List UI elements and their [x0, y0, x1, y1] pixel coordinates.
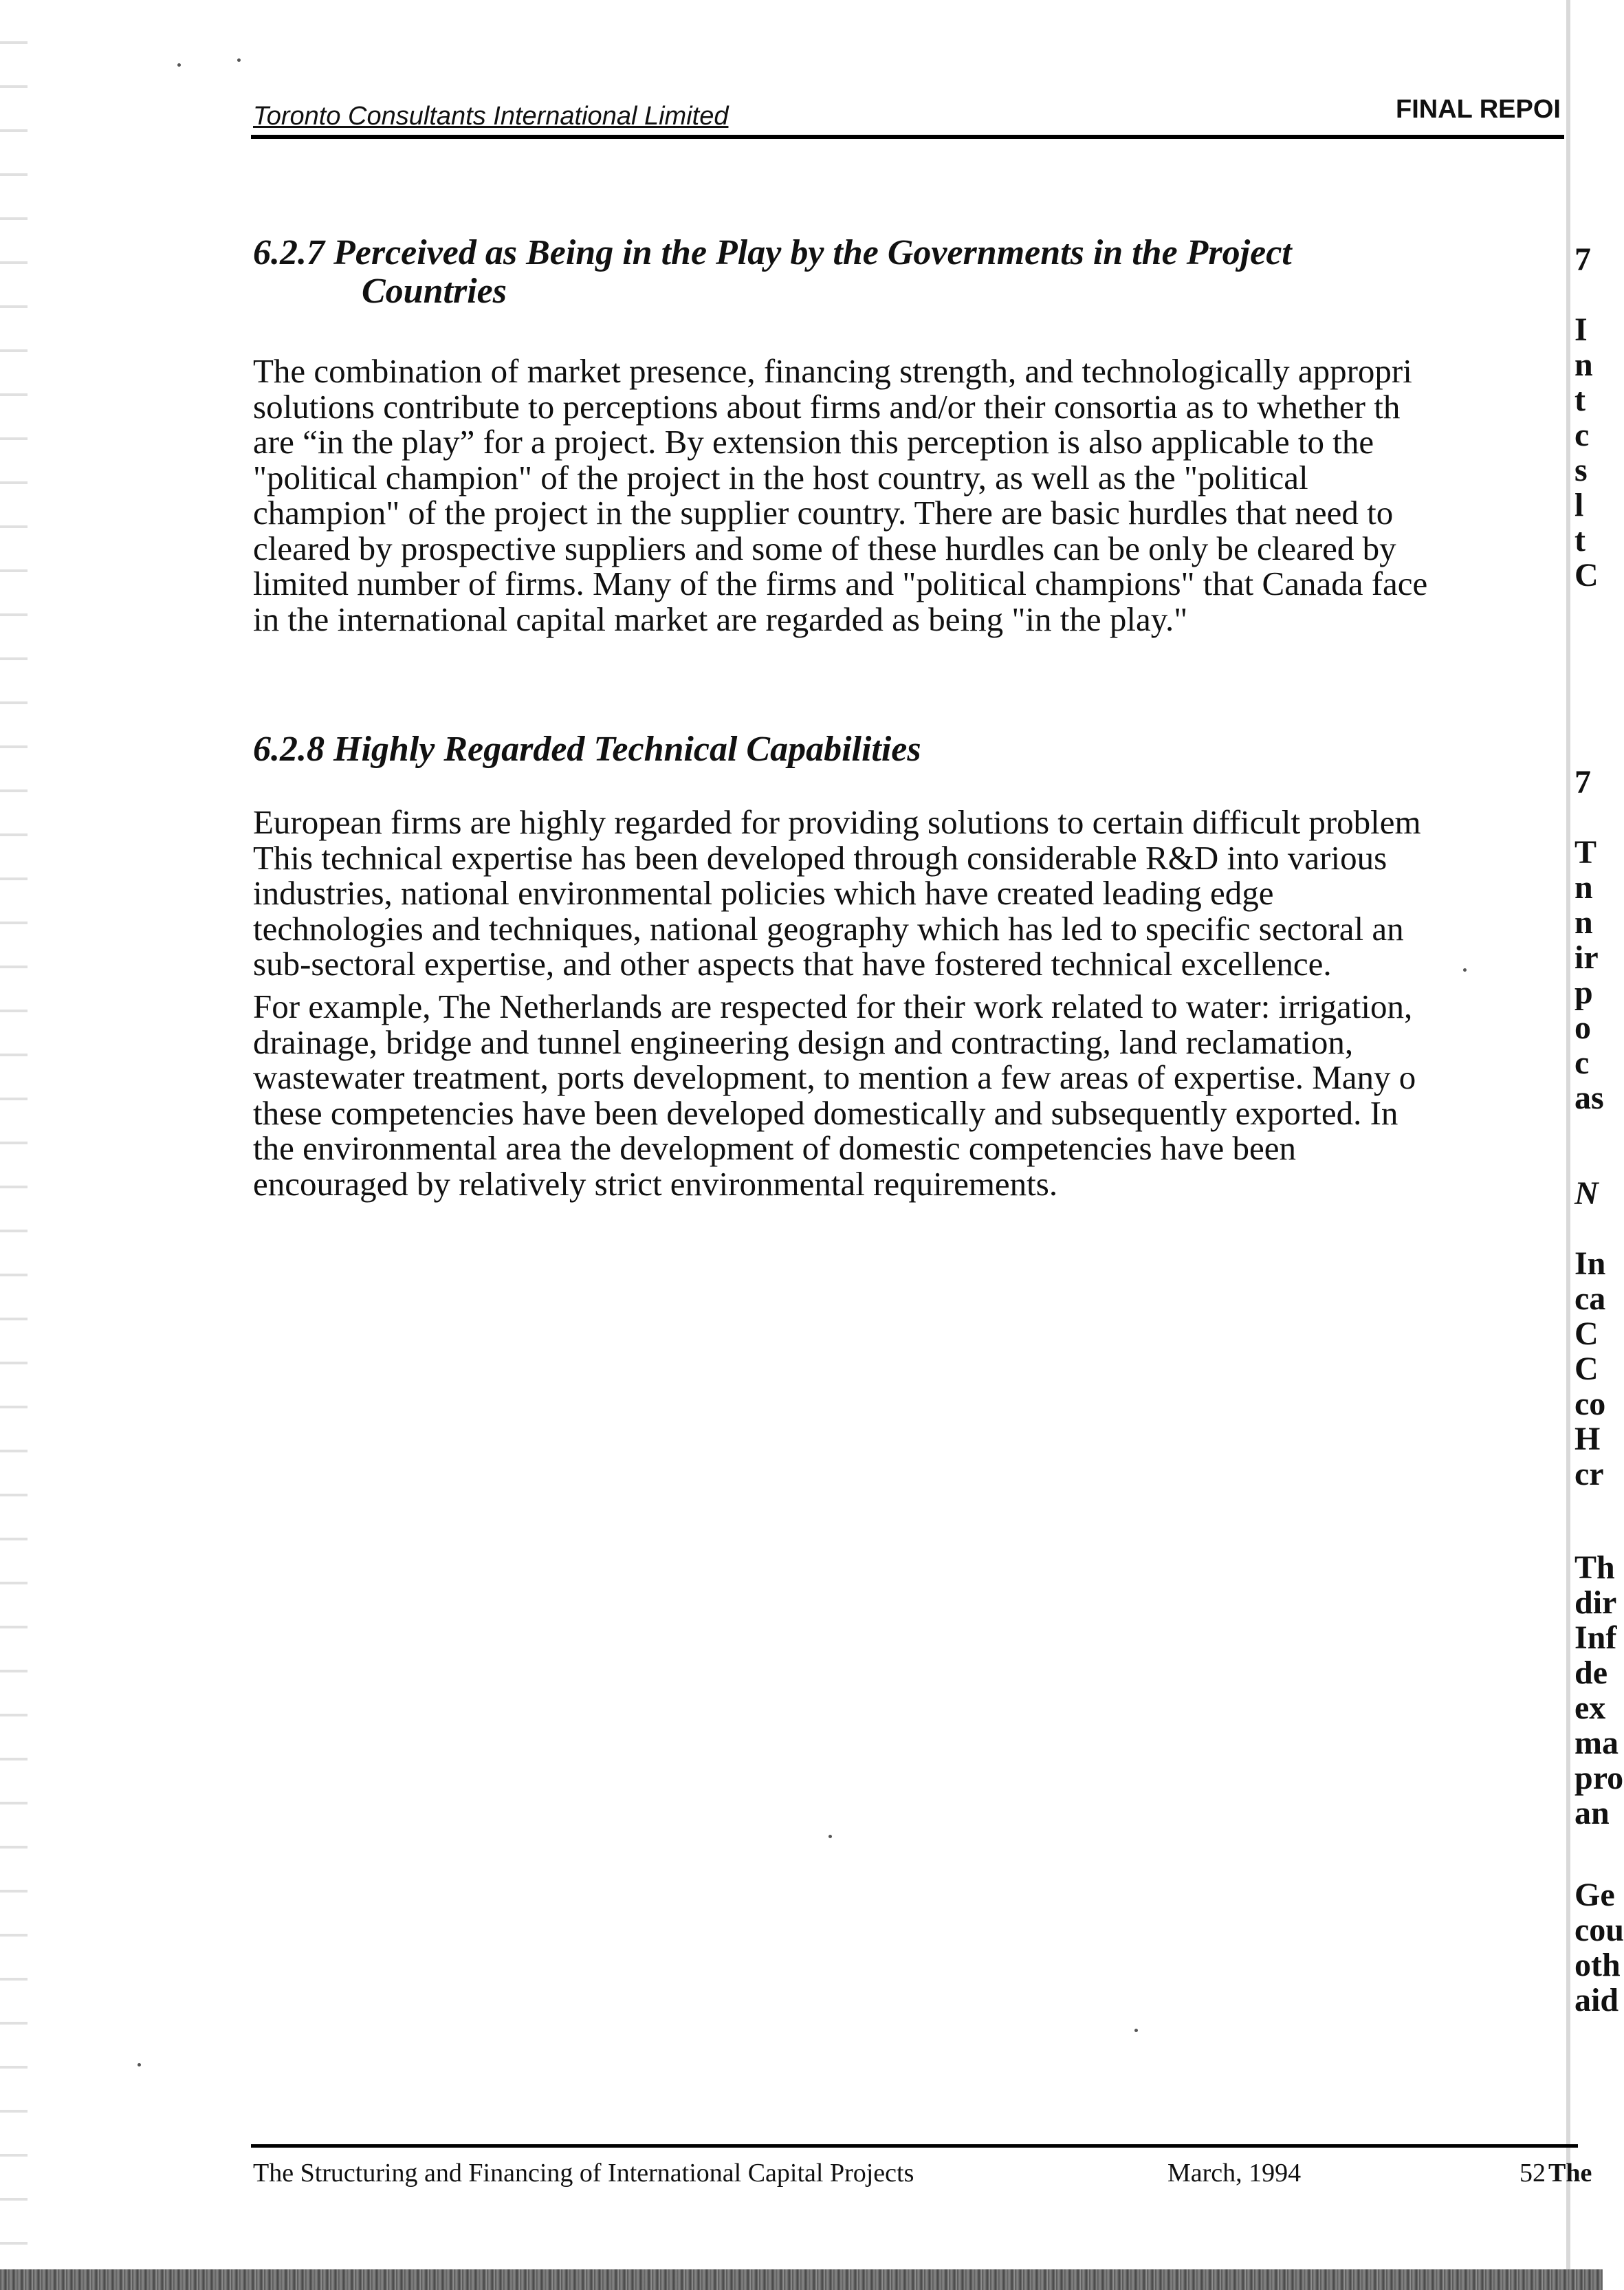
text-line: are “in the play” for a project. By extension this perception is also applicable to the — [253, 423, 1374, 461]
fragment-line: t — [1574, 382, 1585, 418]
fragment-line: cr — [1574, 1456, 1604, 1492]
text-line: the environmental area the development of domestic competencies have been — [253, 1129, 1297, 1167]
facing-page-fragment-5 — [1574, 1877, 1624, 2018]
fragment-line: T — [1574, 834, 1597, 871]
fragment-line: c — [1574, 1045, 1590, 1081]
fragment-line: ex — [1574, 1690, 1606, 1726]
heading-line: Countries — [362, 272, 507, 311]
text-line: European firms are highly regarded for providing solutions to certain difficult problem — [253, 803, 1421, 841]
heading-line: 6.2.8 Highly Regarded Technical Capabilities — [253, 730, 921, 769]
fragment-line: co — [1574, 1386, 1606, 1422]
text-line: wastewater treatment, ports development, to mention a few areas of expertise. Many o — [253, 1058, 1416, 1096]
fragment-line: l — [1574, 487, 1584, 523]
scan-edge-artifact — [0, 0, 28, 2290]
fragment-line: p — [1574, 974, 1593, 1011]
paragraph-6-2-8-a — [253, 805, 1421, 982]
facing-page-fragment-3 — [1574, 1176, 1605, 1492]
fragment-line: aid — [1574, 1982, 1619, 2018]
scan-speck — [1134, 2029, 1138, 2032]
text-line: sub-sectoral expertise, and other aspects that have fostered technical excellence. — [253, 945, 1332, 983]
fragment-line: C — [1574, 1351, 1599, 1387]
text-line: The combination of market presence, financing strength, and technologically appropri — [253, 352, 1412, 390]
fragment-line: c — [1574, 417, 1590, 453]
fragment-line: Inf — [1574, 1620, 1617, 1656]
fragment-line: n — [1574, 904, 1593, 941]
fragment-line: Ge — [1574, 1877, 1615, 1913]
paragraph-6-2-8-b — [253, 989, 1416, 1201]
header-rule — [251, 135, 1564, 139]
footer-rule — [251, 2144, 1578, 2148]
fragment-line — [1574, 277, 1599, 312]
text-line: solutions contribute to perceptions about firms and/or their consortia as to whether th — [253, 387, 1401, 426]
fragment-line: ca — [1574, 1280, 1606, 1317]
fragment-line: as — [1574, 1080, 1604, 1116]
fragment-line: an — [1574, 1795, 1610, 1831]
paragraph-6-2-7 — [253, 353, 1427, 637]
fragment-line: Th — [1574, 1549, 1615, 1586]
text-line: encouraged by relatively strict environmental requirements. — [253, 1164, 1058, 1203]
fragment-line: 7 — [1574, 764, 1591, 800]
fragment-line: oth — [1574, 1947, 1621, 1983]
fragment-line: I — [1574, 312, 1588, 348]
text-line: technologies and techniques, national geography which has led to specific sectoral an — [253, 909, 1404, 948]
fragment-line: C — [1574, 557, 1599, 593]
header-report-label: FINAL REPOI — [1396, 95, 1561, 124]
fragment-line: dir — [1574, 1584, 1617, 1621]
footer-document-title: The Structuring and Financing of International Capital Projects — [253, 2159, 914, 2188]
text-line: For example, The Netherlands are respected for their work related to water: irrigation, — [253, 988, 1413, 1025]
facing-page-fragment-1 — [1574, 242, 1599, 593]
text-line: limited number of firms. Many of the firms and "political champions" that Canada face — [253, 565, 1428, 602]
text-line: cleared by prospective suppliers and some of these hurdles can be only be cleared by — [253, 529, 1396, 567]
fragment-line: de — [1574, 1655, 1607, 1691]
fragment-line: n — [1574, 869, 1593, 906]
scan-speck — [177, 63, 181, 67]
text-line: these competencies have been developed domestically and subsequently exported. In — [253, 1093, 1398, 1132]
text-line: in the international capital market are regarded as being "in the play." — [253, 600, 1188, 638]
fragment-line: 7 — [1574, 241, 1591, 278]
fragment-line: n — [1574, 347, 1593, 383]
text-line: This technical expertise has been developed through considerable R&D into various — [253, 838, 1387, 877]
fragment-line: t — [1574, 522, 1585, 558]
fragment-line: ma — [1574, 1725, 1618, 1761]
fragment-line: H — [1574, 1421, 1601, 1457]
scan-speck — [138, 2063, 141, 2067]
fragment-line: pro — [1574, 1760, 1624, 1796]
fragment-line: o — [1574, 1010, 1591, 1046]
facing-page-fragment-4 — [1574, 1550, 1623, 1831]
text-line: champion" of the project in the supplier country. There are basic hurdles that need to — [253, 494, 1394, 532]
fragment-line: s — [1574, 452, 1588, 488]
text-line: drainage, bridge and tunnel engineering design and contracting, land reclamation, — [253, 1023, 1354, 1061]
facing-page-fragment-2 — [1574, 765, 1604, 1115]
scan-speck — [829, 1835, 832, 1838]
fragment-line: ir — [1574, 939, 1599, 976]
fragment-line — [1574, 1211, 1605, 1246]
heading-line: 6.2.7 Perceived as Being in the Play by the Governments in the Project — [253, 233, 1292, 272]
header-company-name: Toronto Consultants International Limited — [253, 102, 729, 131]
fragment-line: C — [1574, 1316, 1599, 1352]
fragment-line: In — [1574, 1245, 1606, 1282]
fragment-line — [1574, 800, 1604, 835]
fragment-line: N — [1574, 1175, 1599, 1212]
fragment-line: cou — [1574, 1912, 1624, 1948]
footer-date: March, 1994 — [1167, 2159, 1302, 2188]
scan-bottom-band — [0, 2269, 1603, 2290]
footer-facing-page-fragment: The — [1548, 2159, 1592, 2188]
section-heading-6-2-7 — [253, 234, 1292, 311]
scan-speck — [1463, 968, 1467, 972]
footer-page-number: 52 — [1519, 2159, 1546, 2188]
section-heading-6-2-8 — [253, 730, 921, 769]
page-fold-edge — [1566, 0, 1570, 2290]
text-line: "political champion" of the project in the host country, as well as the "political — [253, 458, 1308, 497]
scan-speck — [237, 58, 241, 62]
text-line: industries, national environmental policies which have created leading edge — [253, 874, 1274, 912]
